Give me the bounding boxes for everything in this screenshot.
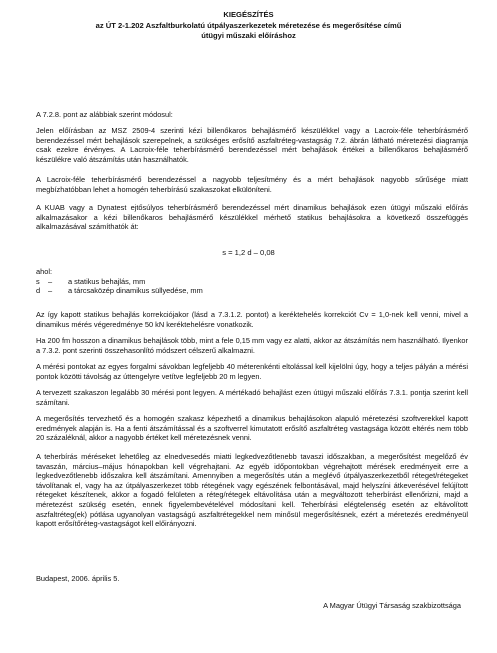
document-subtitle-line2: útügyi műszaki előíráshoz [201, 31, 296, 40]
definition-symbol: s [36, 276, 40, 286]
signature: A Magyar Útügyi Társaság szakbizottsága [323, 601, 461, 610]
definitions-block [36, 267, 203, 296]
paragraph-2: A Lacroix-féle teherbírásmérő berendezéssel a nagyobb teljesítmény és a mért behajlások nagyobb sűrűsége miatt megbízhatóbban lehet a homogén teherbírású szakaszokat elkülöníteni. [36, 175, 468, 194]
paragraph-4: Az így kapott statikus behajlás korrekciójakor (lásd a 7.3.1.2. pontot) a keréktehelés korrekciót Cv = 1,0-nek kell venni, mivel a dinamikus mérés végeredménye 50 kN keréktehelésre vonatkozik. [36, 310, 468, 329]
paragraph-9: A teherbírás méréseket lehetőleg az elnedvesedés miatti legkedvezőtlenebb tavaszi időszakban, a megerősítést megelőző év tavaszán, március–május hónapokban kell végrehajtani. Az egyéb időpontokban végrehajtott mérések eredményeit erre a legkedvezőtlenebb időszakra kell átszámítani. Amennyiben a megerősítés után a meglévő útpályaszerkezetből réteget/rétegeket távolítanak el, vagy ha az útpályaszerkezet több rétegének vagy egészének felbontásával, majd helyszíni átkeverésével felújított rétegeket készítenek, akkor a fogadó felületen a réteg/rétegek eltávolítása után a megváltozott teherbírást ellenőrizni, majd a méretezést szükség esetén, ennek figyelembevételével módosítani kell. Teherbírási elégtelenség esetén az eltávolított aszfaltréteg(ek) pótlása ugyanolyan vastagságú aszfaltrétegekkel nem minősül megerősítésnek, ezért a méretezés eredményeül kapott erősítőréteg-vastagságot kell előirányozni. [36, 452, 468, 529]
intro-text: A 7.2.8. pont az alábbiak szerint módosul: [36, 110, 173, 119]
paragraph-1: Jelen előírásban az MSZ 2509-4 szerinti kézi billenőkaros behajlásmérő készülékkel vagy a Lacroix-féle teherbírásmérő berendezéssel mért behajlások szerepelnek, a szükséges erősítő aszfaltréteg-vastagság 7.2. ábrán látható méretezési diagramja csak ezekre érvényes. A Lacroix-féle teherbírásmérő berendezéssel mért behajlások értékei a billenőkaros behajlásmérő készülékre való átszámítás után használhatók. [36, 126, 468, 164]
definition-dash: – [48, 286, 53, 296]
definition-text: a statikus behajlás, mm [68, 276, 146, 286]
where-label: ahol: [36, 267, 53, 276]
paragraph-8: A megerősítés tervezhető és a homogén szakasz képezhető a dinamikus behajlásokon alapuló méretezési szoftverekkel kapott eredmények alapján is. Ha a fenti átszámítással és a szoftverrel kimutatott erősítő aszfaltréteg vastagsága között eltérés nem több 20 százaléknál, akkor a nagyobb értéket kell méretezésnek venni. [36, 414, 468, 443]
place-date: Budapest, 2006. április 5. [36, 574, 120, 583]
definition-text: a tárcsaközép dinamikus süllyedése, mm [68, 286, 203, 296]
paragraph-7: A tervezett szakaszon legalább 30 mérési pont legyen. A mértékadó behajlást ezen útügyi műszaki előírás 7.3.1. pontja szerint kell számítani. [36, 388, 468, 407]
definition-row [36, 277, 203, 287]
paragraph-3: A KUAB vagy a Dynatest ejtősúlyos teherbírásmérő berendezéssel mért dinamikus behajlások ezen útügyi műszaki előírás alkalmazásakor a kézi billenőkaros behajlásmérő készülékkel mérhető statikus behajlásokra a következő összefüggés alkalmazásával számíthatók át: [36, 203, 468, 232]
paragraph-5: Ha 200 fm hosszon a dinamikus behajlások több, mint a fele 0,15 mm vagy ez alatti, akkor az átszámítás nem használható. Ilyenkor a 7.3.2. pont szerinti összehasonlító módszert célszerű alkalmazni. [36, 336, 468, 355]
document-title: KIEGÉSZÍTÉS [223, 10, 274, 19]
paragraph-6: A mérési pontokat az egyes forgalmi sávokban legfeljebb 40 méterenkénti eltolással kell kijelölni úgy, hogy a teljes pályán a mérési pontok közötti távolság az úttengelyre vetítve legfeljebb 20 m legyen. [36, 362, 468, 381]
definition-row [36, 286, 203, 296]
definition-symbol: d [36, 286, 41, 296]
formula: s = 1,2 d – 0,08 [222, 248, 275, 257]
definition-dash: – [48, 276, 53, 286]
document-subtitle-line1: az ÚT 2-1.202 Aszfaltburkolatú útpályaszerkezetek méretezése és megerősítése című [95, 21, 402, 30]
